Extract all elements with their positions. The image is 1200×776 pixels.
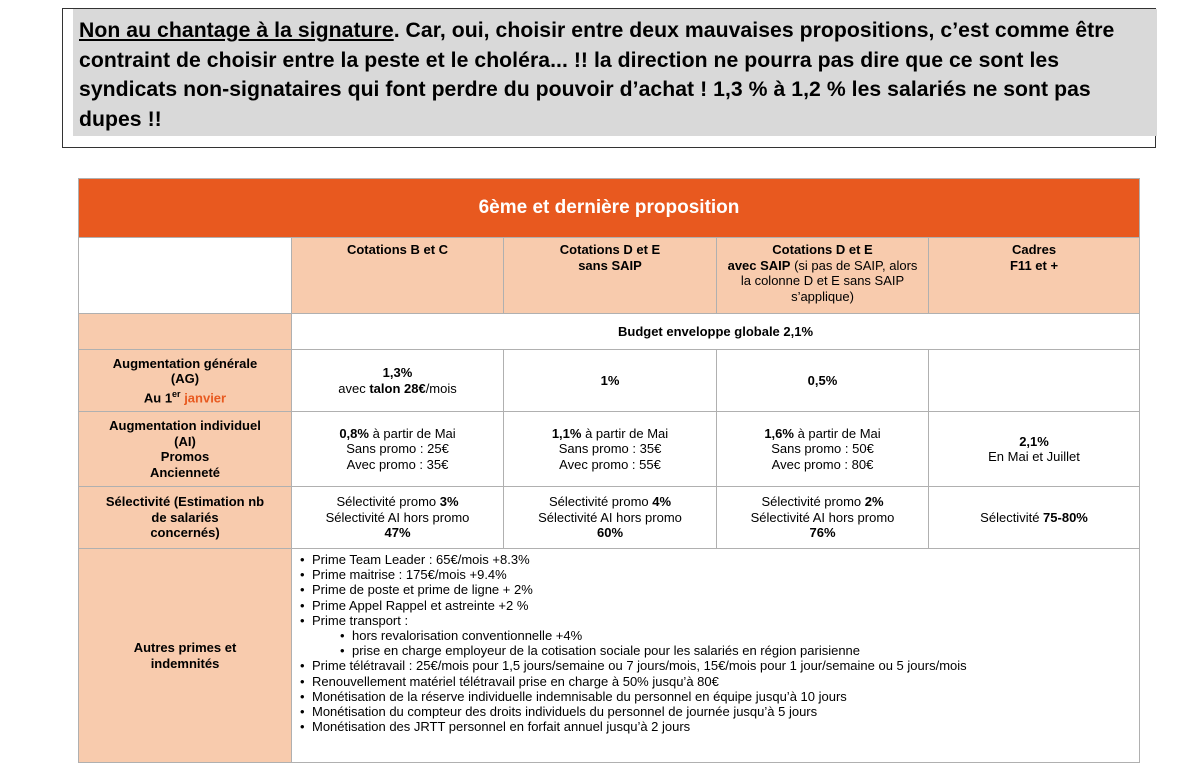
header-c4-line1: Cadres bbox=[1011, 242, 1057, 257]
sel-bc-ai: 47% bbox=[384, 525, 411, 541]
banner-box bbox=[62, 8, 1156, 148]
ai-label bbox=[79, 412, 292, 487]
ai-de-avec-line3: Avec promo : 80€ bbox=[771, 456, 874, 472]
budget-row-label bbox=[79, 314, 292, 350]
sel-cadres-value: 75-80% bbox=[1043, 509, 1088, 525]
list-item: • Prime Team Leader : 65€/mois +8.3% bbox=[312, 552, 1133, 567]
sel-label-line1: Sélectivité (Estimation nb bbox=[105, 494, 265, 510]
list-item: • Renouvellement matériel télétravail prise en charge à 50% jusqu’à 80€ bbox=[312, 674, 1133, 689]
list-item: • Prime de poste et prime de ligne + 2% bbox=[312, 582, 1133, 597]
sel-label-line2: de salariés bbox=[151, 509, 219, 525]
ag-bc-value: 1,3% bbox=[382, 365, 413, 380]
ai-bc-suffix: à partir de Mai bbox=[368, 425, 456, 441]
sel-de-sans-ai: 60% bbox=[596, 525, 624, 541]
selectivite-row bbox=[79, 487, 1140, 549]
autres-row bbox=[79, 549, 1140, 763]
ag-label-line2: (AG) bbox=[170, 371, 200, 387]
sel-label-line3: concernés) bbox=[150, 525, 220, 541]
ai-label-line3: Promos bbox=[160, 449, 210, 464]
ag-bc-talon: talon 28€ bbox=[369, 380, 426, 396]
ag-bc-suffix: /mois bbox=[425, 380, 457, 396]
ag-label-sup: er bbox=[172, 388, 181, 399]
table-title: 6ème et dernière proposition bbox=[79, 179, 1140, 238]
ai-cell-cadres bbox=[929, 412, 1140, 487]
sel-de-sans-ai-text: Sélectivité AI hors promo bbox=[538, 509, 682, 525]
ag-cell-de-avec bbox=[717, 350, 929, 412]
proposal-table bbox=[78, 178, 1140, 763]
ai-cell-bc bbox=[292, 412, 504, 487]
header-c3-rest: (si pas de SAIP, alors la colonne D et E sans SAIP s’applique) bbox=[740, 257, 918, 304]
header-cotations-de-avec bbox=[717, 238, 929, 314]
ai-cell-de-avec bbox=[717, 412, 929, 487]
list-item: • Prime télétravail : 25€/mois pour 1,5 jours/semaine ou 7 jours/mois, 15€/mois pour 1 jour/semaine ou 5 jours/mois bbox=[312, 658, 1133, 673]
ai-cadres-value: 2,1% bbox=[1019, 433, 1049, 449]
ag-label-au: Au 1 bbox=[143, 389, 173, 405]
ai-label-line4: Ancienneté bbox=[149, 464, 221, 480]
header-row bbox=[79, 238, 1140, 314]
sel-label bbox=[79, 487, 292, 549]
autres-label-line2: indemnités bbox=[150, 655, 220, 671]
sel-bc-prefix: Sélectivité promo bbox=[336, 494, 440, 510]
sel-cell-de-avec bbox=[717, 487, 929, 549]
ai-label-line2: (AI) bbox=[174, 433, 196, 449]
title-row bbox=[79, 179, 1140, 238]
ai-cell-de-sans bbox=[504, 412, 717, 487]
ag-label-line1: Augmentation générale bbox=[112, 355, 258, 371]
ai-de-sans-suffix: à partir de Mai bbox=[581, 425, 669, 441]
header-cotations-bc-label: Cotations B et C bbox=[346, 242, 449, 257]
sel-cell-de-sans bbox=[504, 487, 717, 549]
sub-list-item: • hors revalorisation conventionnelle +4% bbox=[352, 628, 1133, 643]
header-cotations-de-sans bbox=[504, 238, 717, 314]
banner-text bbox=[73, 9, 1157, 136]
ai-bc-line2: Sans promo : 25€ bbox=[346, 441, 449, 457]
list-item: • Prime maitrise : 175€/mois +9.4% bbox=[312, 567, 1133, 582]
header-c3-line1: Cotations D et E bbox=[772, 242, 873, 257]
list-item: • Prime Appel Rappel et astreinte +2 % bbox=[312, 598, 1133, 613]
sel-bc-ai-text: Sélectivité AI hors promo bbox=[325, 509, 470, 525]
ag-row bbox=[79, 350, 1140, 412]
ag-label bbox=[79, 350, 292, 412]
ai-de-sans-line2: Sans promo : 35€ bbox=[558, 441, 662, 457]
ag-cell-bc bbox=[292, 350, 504, 412]
ai-de-sans-line3: Avec promo : 55€ bbox=[559, 456, 661, 472]
sel-bc-promo: 3% bbox=[439, 494, 459, 510]
budget-cell: Budget enveloppe globale 2,1% bbox=[292, 314, 1140, 350]
autres-list-cell bbox=[292, 549, 1140, 763]
autres-list bbox=[298, 552, 1133, 734]
ai-bc-line3: Avec promo : 35€ bbox=[346, 456, 449, 472]
sel-de-sans-prefix: Sélectivité promo bbox=[548, 494, 653, 510]
budget-row bbox=[79, 314, 1140, 350]
ai-de-avec-value: 1,6% bbox=[764, 425, 794, 441]
list-item: • Monétisation du compteur des droits individuels du personnel de journée jusqu’à 5 jours bbox=[312, 704, 1133, 719]
autres-label-line1: Autres primes et bbox=[133, 640, 237, 655]
ai-de-avec-suffix: à partir de Mai bbox=[793, 425, 881, 441]
sel-de-avec-ai-text: Sélectivité AI hors promo bbox=[750, 509, 895, 525]
sub-list-item: • prise en charge employeur de la cotisation sociale pour les salariés en région parisienne bbox=[352, 643, 1133, 658]
ag-de-sans-value: 1% bbox=[600, 372, 620, 388]
header-c2-line1: Cotations D et E bbox=[559, 242, 661, 257]
sel-cell-cadres bbox=[929, 487, 1140, 549]
header-cotations-bc bbox=[292, 238, 504, 314]
sel-de-sans-promo: 4% bbox=[652, 494, 672, 510]
sel-cadres-prefix: Sélectivité bbox=[980, 509, 1044, 525]
ag-bc-prefix: avec bbox=[338, 380, 370, 396]
header-corner bbox=[79, 238, 292, 314]
sel-de-avec-ai: 76% bbox=[809, 525, 836, 541]
list-item bbox=[312, 613, 1133, 659]
ai-de-sans-value: 1,1% bbox=[551, 425, 582, 441]
sel-de-avec-prefix: Sélectivité promo bbox=[761, 494, 865, 510]
header-c4-line2: F11 et + bbox=[1009, 257, 1059, 273]
ai-bc-value: 0,8% bbox=[339, 425, 369, 441]
header-c2-line2: sans SAIP bbox=[578, 257, 642, 273]
sel-cell-bc bbox=[292, 487, 504, 549]
list-item: • Monétisation de la réserve individuelle indemnisable du personnel en équipe jusqu’à 10 jours bbox=[312, 689, 1133, 704]
ag-cell-cadres bbox=[929, 350, 1140, 412]
sel-de-avec-promo: 2% bbox=[864, 494, 884, 510]
banner-body: . Car, oui, choisir entre deux mauvaises propositions, c’est comme être contraint de choisir entre la peste et le choléra... !! la direction ne pourra pas dire que ce sont les syndicats non-signataires qui font perdre du pouvoir d’achat ! 1,3 % à 1,2 % les salariés ne sont pas dupes !! bbox=[79, 19, 1115, 131]
ai-cadres-line2: En Mai et Juillet bbox=[988, 449, 1080, 464]
ai-row bbox=[79, 412, 1140, 487]
transport-sublist bbox=[312, 628, 1133, 658]
banner-underlined: Non au chantage à la signature bbox=[79, 19, 394, 42]
ai-label-line1: Augmentation individuel bbox=[109, 418, 261, 433]
autres-label bbox=[79, 549, 292, 763]
header-c3-bold: avec SAIP bbox=[727, 257, 791, 273]
ag-de-avec-value: 0,5% bbox=[807, 372, 838, 388]
header-cadres bbox=[929, 238, 1140, 314]
ai-de-avec-line2: Sans promo : 50€ bbox=[771, 441, 874, 457]
list-item-transport: Prime transport : bbox=[312, 612, 409, 628]
ag-cell-de-sans bbox=[504, 350, 717, 412]
ag-label-month: janvier bbox=[184, 389, 227, 405]
list-item: • Monétisation des JRTT personnel en forfait annuel jusqu’à 2 jours bbox=[312, 719, 1133, 734]
